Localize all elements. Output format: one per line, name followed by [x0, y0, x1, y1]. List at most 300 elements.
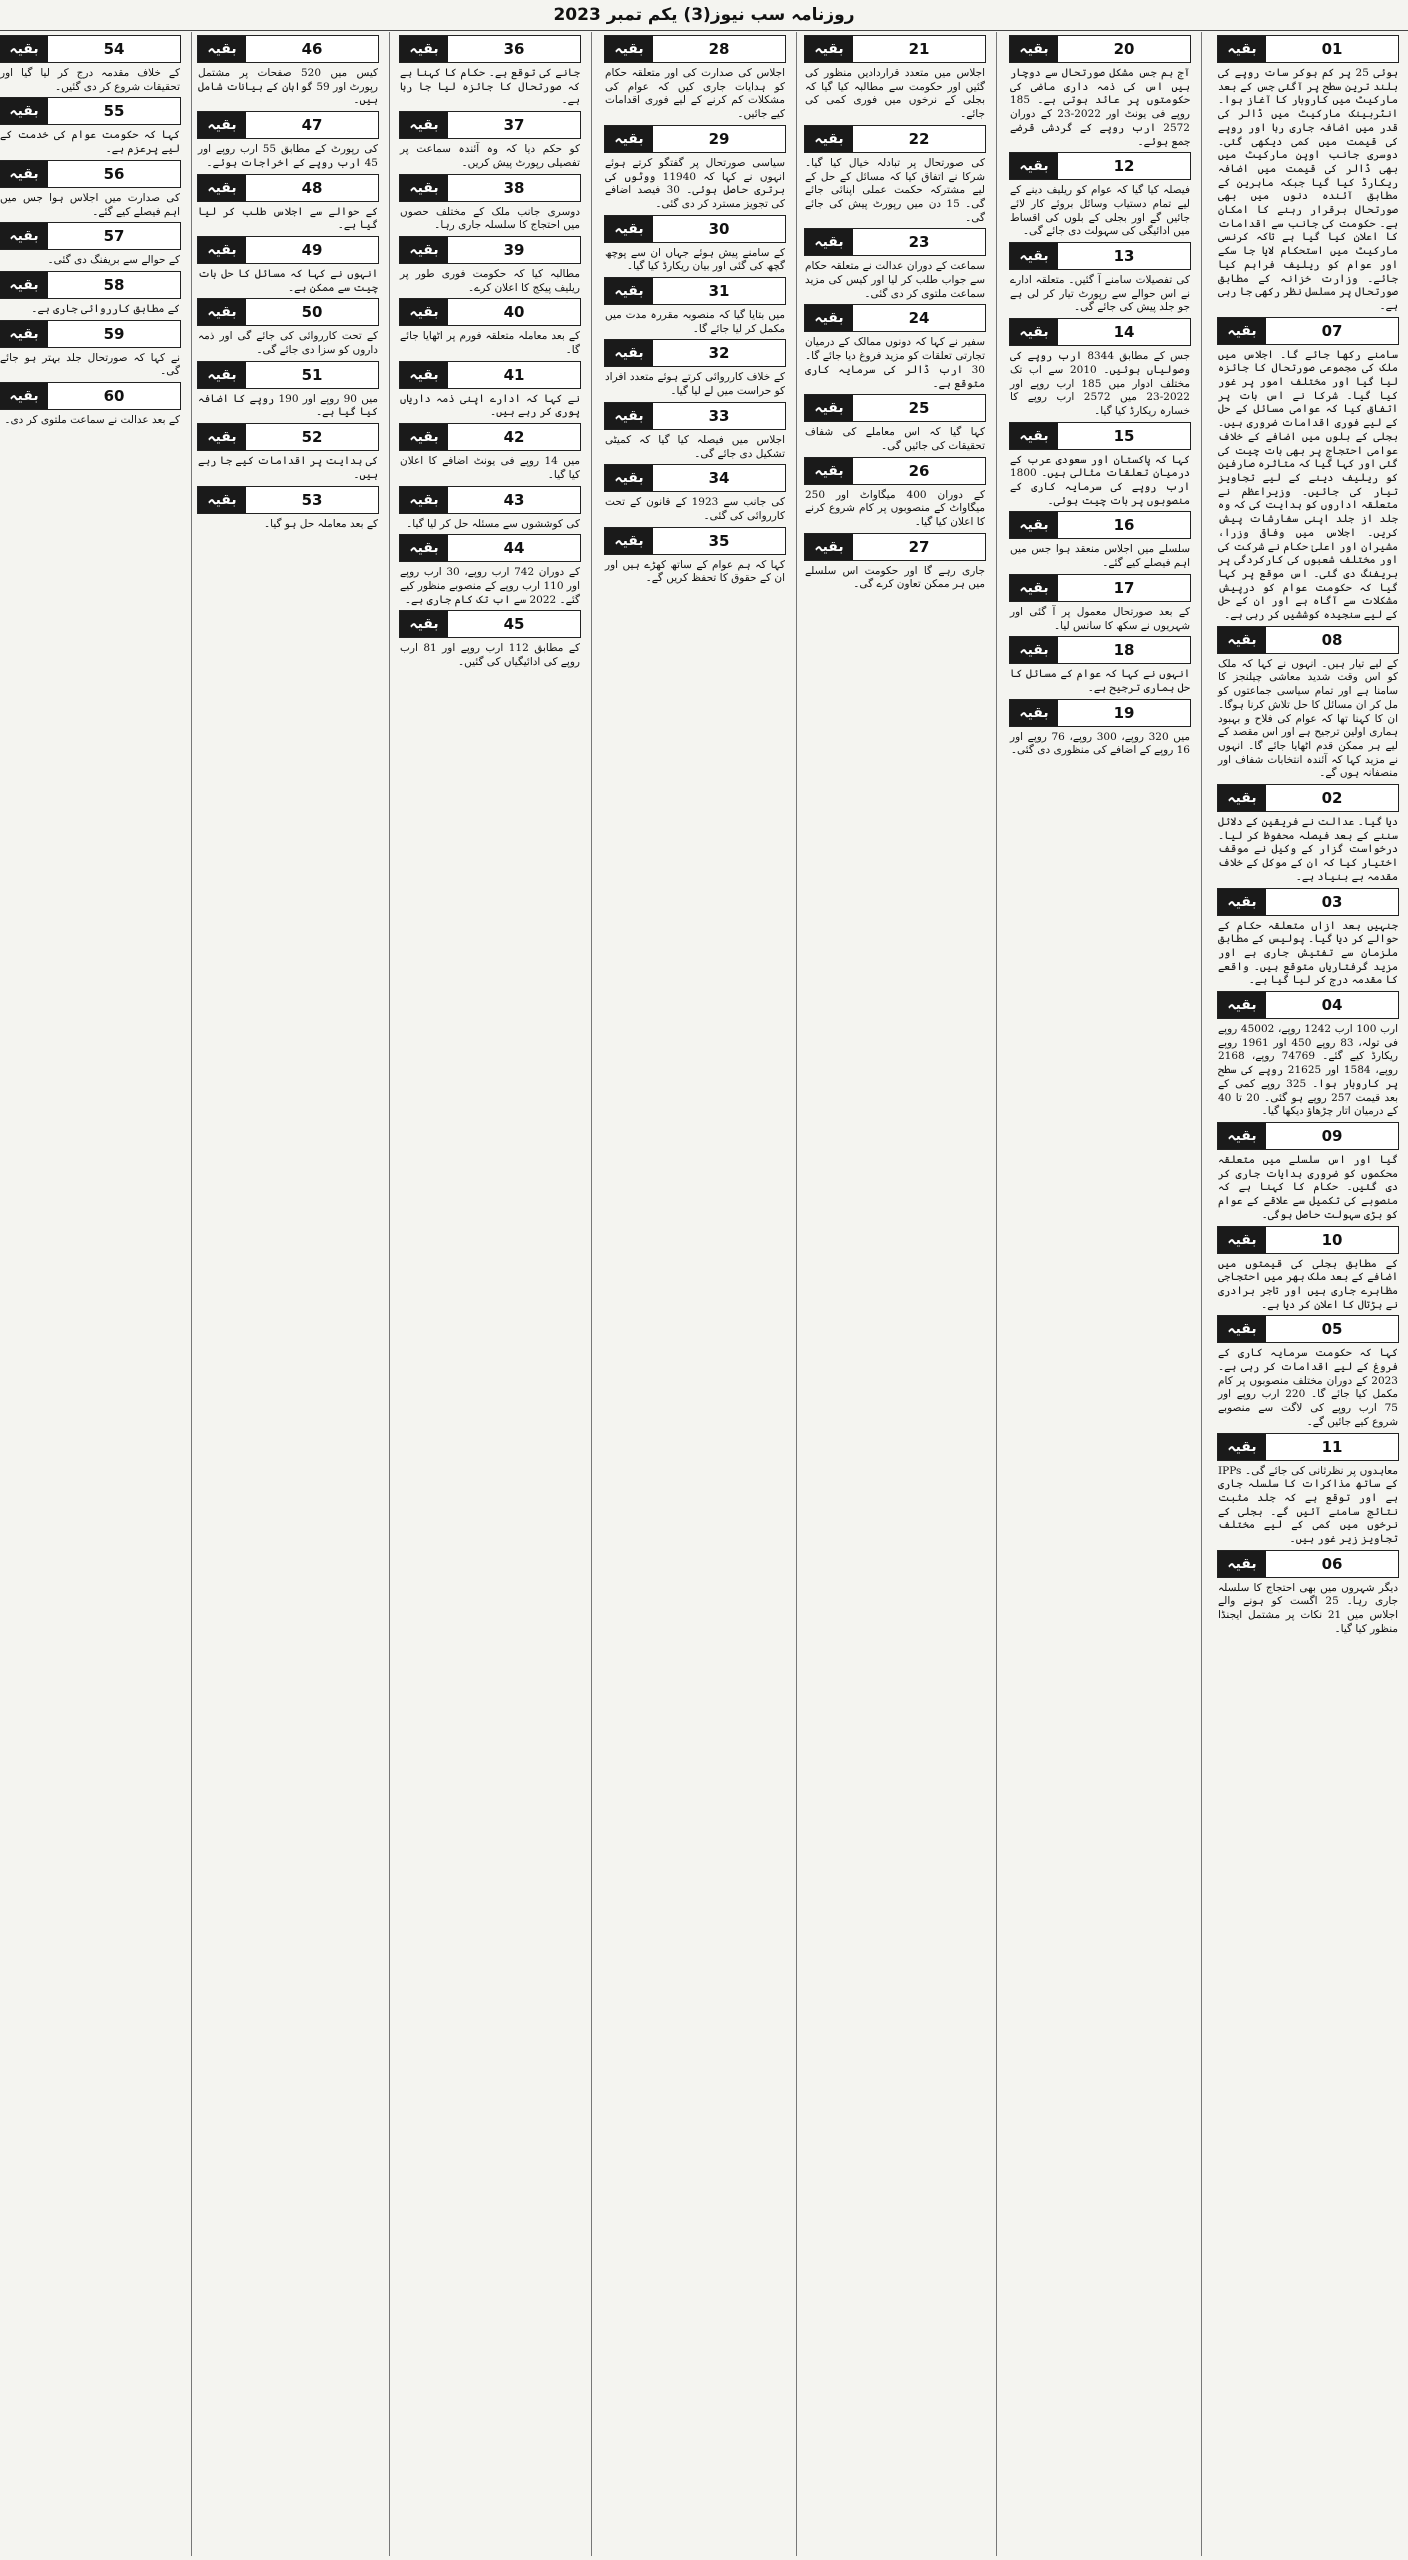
continued-label: بقیہ: [605, 36, 653, 62]
continued-label: بقیہ: [0, 223, 48, 249]
continuation-text: کہا کہ ہم عوام کے ساتھ کھڑے ہیں اور ان کے حقوق کا تحفظ کریں گے۔: [605, 558, 785, 585]
continuation-entry: [804, 304, 986, 391]
continued-label: بقیہ: [1010, 700, 1058, 726]
continuation-text: فیصلہ کیا گیا کہ عوام کو ریلیف دینے کے لیے تمام دستیاب وسائل بروئے کار لائے جائیں گے اور بجلی کے بلوں کی اقساط میں ادائیگی کی سہولت دی جائے گی۔: [1010, 184, 1190, 238]
continued-label: بقیہ: [198, 299, 246, 325]
column-2: [1009, 32, 1191, 2556]
continued-label: بقیہ: [0, 321, 48, 347]
continued-label: بقیہ: [1218, 1316, 1266, 1342]
continuation-number: 18: [1058, 637, 1190, 663]
continuation-number: 40: [448, 299, 580, 325]
continuation-header: [1217, 1226, 1399, 1254]
continuation-number: 47: [246, 112, 378, 138]
continuation-entry: [1009, 152, 1191, 239]
continuation-entry: [604, 402, 786, 461]
continuation-header: [1009, 242, 1191, 270]
continuation-number: 09: [1266, 1123, 1398, 1149]
masthead: روزنامہ سب نیوز(3) یکم تمبر 2023: [0, 0, 1408, 31]
continuation-header: [1009, 699, 1191, 727]
continued-label: بقیہ: [1218, 627, 1266, 653]
continuation-header: [399, 236, 581, 264]
continuation-entry: [1217, 784, 1399, 885]
continuation-entry: [1009, 574, 1191, 633]
continuation-entry: [0, 160, 181, 219]
continued-label: بقیہ: [605, 465, 653, 491]
continuation-number: 56: [48, 161, 180, 187]
continuation-entry: [197, 486, 379, 532]
continued-label: بقیہ: [400, 362, 448, 388]
continued-label: بقیہ: [805, 36, 853, 62]
continuation-number: 26: [853, 458, 985, 484]
continuation-header: [197, 35, 379, 63]
continued-label: بقیہ: [198, 424, 246, 450]
continuation-header: [604, 464, 786, 492]
continuation-entry: [1217, 888, 1399, 989]
continuation-number: 29: [653, 126, 785, 152]
continuation-entry: [604, 339, 786, 398]
continued-label: بقیہ: [1010, 36, 1058, 62]
continuation-entry: [804, 35, 986, 122]
continuation-number: 20: [1058, 36, 1190, 62]
continuation-text: کے لیے تیار ہیں۔ انہوں نے کہا کہ ملک کو اس وقت شدید معاشی چیلنجز کا سامنا ہے اور تمام سیاسی جماعتوں کو مل کر ان مسائل کا حل تلاش کرنا ہوگا۔ ان کا کہنا تھا کہ عوام کی فلاح و بہبود ہماری اولین ترجیح ہے اور اس مقصد کے لیے ہر ممکن قدم اٹھایا جائے گا۔ انہوں نے مزید کہا کہ آئندہ انتخابات شفاف اور منصفانہ ہوں گے۔: [1218, 657, 1398, 780]
continuation-number: 04: [1266, 992, 1398, 1018]
continued-label: بقیہ: [605, 278, 653, 304]
continued-label: بقیہ: [805, 458, 853, 484]
continuation-number: 60: [48, 383, 180, 409]
continuation-text: ہوئی 25 پر کم ہوکر سات روپے کی بلند ترین سطح پر آگئی جس کے بعد مارکیٹ میں کاروبار کا آغاز ہوا۔ انٹربینک مارکیٹ میں ڈالر کی قدر میں اضافہ جاری رہا اور روپے کی قیمت میں کمی دیکھی گئی۔ دوسری جانب اوپن مارکیٹ میں بھی ڈالر کی قیمت میں اضافہ ریکارڈ کیا گیا جبکہ ماہرین کے مطابق آئندہ دنوں میں بھی صورتحال برقرار رہنے کا امکان ہے۔ حکومت کی جانب سے اقدامات کا اعلان کیا گیا ہے تاکہ کرنسی مارکیٹ میں استحکام لایا جا سکے اور عوام کو ریلیف فراہم کیا جائے۔ وزارت خزانہ کے مطابق صورتحال پر مسلسل نظر رکھی جا رہی ہے۔: [1218, 67, 1398, 312]
continuation-header: [399, 174, 581, 202]
continuation-text: کے مطابق بجلی کی قیمتوں میں اضافے کے بعد ملک بھر میں احتجاجی مظاہرے جاری ہیں اور تاجر برادری نے ہڑتال کا اعلان کر دیا ہے۔: [1218, 1257, 1398, 1311]
continuation-text: سفیر نے کہا کہ دونوں ممالک کے درمیان تجارتی تعلقات کو مزید فروغ دیا جائے گا۔ 30 ارب ڈالر کی سرمایہ کاری متوقع ہے۔: [805, 336, 985, 390]
continuation-header: [1009, 35, 1191, 63]
continued-label: بقیہ: [605, 340, 653, 366]
continuation-number: 15: [1058, 423, 1190, 449]
continuation-entry: [0, 222, 181, 268]
continuation-number: 37: [448, 112, 580, 138]
column-rule: [591, 32, 592, 2556]
continuation-entry: [0, 382, 181, 428]
continuation-text: اجلاس میں فیصلہ کیا گیا کہ کمیٹی تشکیل دی جائے گی۔: [605, 433, 785, 460]
continuation-header: [804, 304, 986, 332]
continuation-text: کیس میں 520 صفحات پر مشتمل رپورٹ اور 59 گواہان کے بیانات شامل ہیں۔: [198, 67, 379, 107]
continuation-entry: [804, 228, 986, 301]
continuation-number: 51: [246, 362, 378, 388]
continuation-entry: [399, 534, 581, 607]
continued-label: بقیہ: [0, 161, 48, 187]
continuation-number: 35: [653, 528, 785, 554]
continuation-number: 02: [1266, 785, 1398, 811]
continued-label: بقیہ: [805, 534, 853, 560]
continuation-text: سماعت کے دوران عدالت نے متعلقہ حکام سے جواب طلب کر لیا اور کیس کی مزید سماعت ملتوی کر دی گئی۔: [805, 260, 985, 300]
continuation-header: [604, 125, 786, 153]
continuation-entry: [0, 97, 181, 156]
continuation-text: کے مطابق کارروائی جاری ہے۔: [31, 302, 180, 315]
continuation-entry: [604, 277, 786, 336]
continuation-text: میں بتایا گیا کہ منصوبہ مقررہ مدت میں مکمل کر لیا جائے گا۔: [605, 309, 785, 335]
continuation-header: [399, 298, 581, 326]
column-6: [197, 32, 379, 2556]
column-7: [0, 32, 181, 2556]
continuation-text: کے حوالے سے اجلاس طلب کر لیا گیا ہے۔: [198, 205, 378, 232]
continuation-number: 49: [246, 237, 378, 263]
continuation-text: کے بعد صورتحال معمول پر آ گئی اور شہریوں نے سکھ کا سانس لیا۔: [1010, 605, 1190, 632]
continuation-header: [197, 486, 379, 514]
continuation-header: [399, 361, 581, 389]
continuation-text: جس کے مطابق 8344 ارب روپے کی وصولیاں ہوئیں۔ 2010 سے اب تک مختلف ادوار میں 185 ارب روپے اور 2022-23 میں 2572 ارب روپے کا خسارہ ریکارڈ کیا گیا۔: [1010, 350, 1190, 417]
continuation-header: [1217, 1550, 1399, 1578]
continuation-text: آج ہم جس مشکل صورتحال سے دوچار ہیں اس کی ذمہ داری ماضی کی حکومتوں پر عائد ہوتی ہے۔ 185 روپے فی یونٹ اور 2022-23 کے دوران 2572 ارب روپے کے گردشی قرضے جمع ہوئے۔: [1010, 67, 1190, 148]
continued-label: بقیہ: [605, 528, 653, 554]
continued-label: بقیہ: [605, 216, 653, 242]
continuation-text: کہا کہ پاکستان اور سعودی عرب کے درمیان تعلقات مثالی ہیں۔ 1800 ارب روپے کی سرمایہ کاری کے منصوبوں پر بات چیت ہوئی۔: [1010, 453, 1190, 507]
continuation-text: اجلاس میں متعدد قراردادیں منظور کی گئیں اور حکومت سے مطالبہ کیا گیا کہ بجلی کے نرخوں میں فوری کمی کی جائے۔: [805, 67, 985, 121]
continuation-entry: [1217, 317, 1399, 623]
continued-label: بقیہ: [1010, 512, 1058, 538]
continued-label: بقیہ: [605, 126, 653, 152]
continuation-number: 38: [448, 175, 580, 201]
continuation-number: 11: [1266, 1434, 1398, 1460]
continuation-text: کے تحت کارروائی کی جائے گی اور ذمہ داروں کو سزا دی جائے گی۔: [198, 330, 378, 357]
continued-label: بقیہ: [400, 487, 448, 513]
column-rule: [996, 32, 997, 2556]
continuation-header: [1217, 1315, 1399, 1343]
continuation-text: کی کوششوں سے مسئلہ حل کر لیا گیا۔: [406, 517, 580, 530]
continuation-header: [1217, 626, 1399, 654]
continued-label: بقیہ: [1218, 36, 1266, 62]
continuation-text: میں 14 روپے فی یونٹ اضافے کا اعلان کیا گیا۔: [400, 455, 581, 481]
column-5: [399, 32, 581, 2556]
continuation-entry: [197, 174, 379, 233]
column-rule: [389, 32, 390, 2556]
continued-label: بقیہ: [1218, 992, 1266, 1018]
continuation-header: [604, 339, 786, 367]
continued-label: بقیہ: [198, 237, 246, 263]
continuation-header: [1217, 888, 1399, 916]
continued-label: بقیہ: [1010, 243, 1058, 269]
continuation-entry: [399, 236, 581, 295]
continuation-number: 06: [1266, 1551, 1398, 1577]
continuation-number: 45: [448, 611, 580, 637]
continuation-header: [1217, 784, 1399, 812]
continuation-header: [0, 160, 181, 188]
continuation-header: [1009, 152, 1191, 180]
continued-label: بقیہ: [0, 272, 48, 298]
continuation-text: کی تفصیلات سامنے آ گئیں۔ متعلقہ ادارے نے اس حوالے سے رپورٹ تیار کر لی ہے جو جلد پیش کی جائے گی۔: [1010, 274, 1190, 314]
continuation-number: 08: [1266, 627, 1398, 653]
continuation-entry: [604, 35, 786, 122]
continued-label: بقیہ: [400, 611, 448, 637]
continued-label: بقیہ: [400, 112, 448, 138]
continuation-number: 21: [853, 36, 985, 62]
continuation-text: کے بعد عدالت نے سماعت ملتوی کر دی۔: [4, 414, 180, 427]
continued-label: بقیہ: [1010, 319, 1058, 345]
continuation-header: [0, 320, 181, 348]
continuation-number: 44: [448, 535, 580, 561]
continuation-entry: [804, 394, 986, 453]
continuation-text: انہوں نے کہا کہ مسائل کا حل بات چیت سے ممکن ہے۔: [198, 267, 378, 294]
continuation-text: کے خلاف مقدمہ درج کر لیا گیا اور تحقیقات شروع کر دی گئیں۔: [0, 67, 180, 93]
continuation-number: 14: [1058, 319, 1190, 345]
continued-label: بقیہ: [1010, 153, 1058, 179]
continuation-number: 25: [853, 395, 985, 421]
column-rule: [191, 32, 192, 2556]
continued-label: بقیہ: [1010, 423, 1058, 449]
continuation-header: [1217, 991, 1399, 1019]
continuation-text: مطالبہ کیا کہ حکومت فوری طور پر ریلیف پیکج کا اعلان کرے۔: [400, 267, 580, 294]
continuation-header: [0, 97, 181, 125]
continuation-header: [1009, 636, 1191, 664]
continuation-text: جاری رہے گا اور حکومت اس سلسلے میں ہر ممکن تعاون کرے گی۔: [805, 564, 985, 591]
continuation-number: 32: [653, 340, 785, 366]
continued-label: بقیہ: [805, 305, 853, 331]
continuation-header: [1009, 574, 1191, 602]
continuation-number: 46: [246, 36, 378, 62]
continued-label: بقیہ: [0, 36, 48, 62]
continued-label: بقیہ: [1218, 1551, 1266, 1577]
continuation-number: 39: [448, 237, 580, 263]
continuation-header: [1217, 35, 1399, 63]
continuation-header: [804, 35, 986, 63]
continuation-number: 28: [653, 36, 785, 62]
continuation-number: 16: [1058, 512, 1190, 538]
continuation-text: سلسلے میں اجلاس منعقد ہوا جس میں اہم فیصلے کیے گئے۔: [1010, 543, 1190, 570]
continuation-header: [399, 35, 581, 63]
continuation-entry: [604, 464, 786, 523]
continuation-header: [604, 527, 786, 555]
continuation-text: کے سامنے پیش ہوئے جہاں ان سے پوچھ گچھ کی گئی اور بیان ریکارڈ کیا گیا۔: [605, 246, 785, 273]
continuation-number: 07: [1266, 318, 1398, 344]
continuation-header: [804, 125, 986, 153]
continuation-entry: [804, 125, 986, 226]
continuation-number: 34: [653, 465, 785, 491]
continuation-text: اجلاس کی صدارت کی اور متعلقہ حکام کو ہدایات جاری کیں کہ عوام کی مشکلات کم کرنے کے لیے فوری اقدامات کیے جائیں۔: [605, 67, 785, 121]
continuation-number: 50: [246, 299, 378, 325]
continuation-entry: [1217, 1315, 1399, 1429]
continued-label: بقیہ: [400, 175, 448, 201]
continuation-text: کہا گیا کہ اس معاملے کی شفاف تحقیقات کی جائیں گی۔: [805, 426, 985, 452]
continuation-header: [1009, 318, 1191, 346]
continuation-text: جانے کی توقع ہے۔ حکام کا کہنا ہے کہ صورتحال کا جائزہ لیا جا رہا ہے۔: [400, 67, 580, 107]
continuation-number: 53: [246, 487, 378, 513]
continuation-header: [1217, 1433, 1399, 1461]
continuation-number: 01: [1266, 36, 1398, 62]
continuation-number: 41: [448, 362, 580, 388]
continuation-number: 19: [1058, 700, 1190, 726]
continuation-entry: [399, 361, 581, 420]
continuation-header: [604, 215, 786, 243]
continuation-text: میں 90 روپے اور 190 روپے کا اضافہ کیا گیا ہے۔: [198, 392, 378, 419]
continuation-number: 42: [448, 424, 580, 450]
continuation-number: 23: [853, 229, 985, 255]
continued-label: بقیہ: [0, 383, 48, 409]
continuation-text: ارب 100 ارب 1242 روپے، 45002 روپے فی تولہ، 83 روپے 450 اور 1961 روپے ریکارڈ کیے گئے۔ 74769 روپے، 2168 روپے، 1584 اور 21625 روپے کی سطح پر کاروبار ہوا۔ 325 روپے کمی کے بعد قیمت 257 روپے ہو گئی۔ 20 تا 40 کے درمیان اتار چڑھاؤ دیکھا گیا۔: [1218, 1023, 1399, 1118]
continuation-text: جنہیں بعد ازاں متعلقہ حکام کے حوالے کر دیا گیا۔ پولیس کے مطابق ملزمان سے تفتیش جاری ہے اور مزید گرفتاریاں متوقع ہیں۔ واقعے کا مقدمہ درج کر لیا گیا ہے۔: [1218, 919, 1398, 987]
continuation-number: 58: [48, 272, 180, 298]
continuation-text: کی ہدایت پر اقدامات کیے جا رہے ہیں۔: [198, 455, 378, 481]
continuation-text: کی صدارت میں اجلاس ہوا جس میں اہم فیصلے کیے گئے۔: [0, 191, 180, 218]
continuation-header: [399, 534, 581, 562]
continuation-header: [804, 394, 986, 422]
continuation-header: [1217, 317, 1399, 345]
continuation-header: [399, 423, 581, 451]
continued-label: بقیہ: [400, 535, 448, 561]
continuation-number: 59: [48, 321, 180, 347]
continuation-header: [399, 486, 581, 514]
continuation-entry: [197, 361, 379, 420]
continued-label: بقیہ: [400, 36, 448, 62]
continuation-header: [399, 111, 581, 139]
continuation-number: 22: [853, 126, 985, 152]
column-rule: [1201, 32, 1202, 2556]
continuation-text: کی جانب سے 1923 کے قانون کے تحت کارروائی کی گئی۔: [605, 496, 785, 522]
continuation-entry: [399, 486, 581, 532]
continuation-entry: [399, 35, 581, 108]
continuation-entry: [197, 35, 379, 108]
continuation-number: 24: [853, 305, 985, 331]
column-rule: [796, 32, 797, 2556]
continuation-entry: [0, 271, 181, 317]
continued-label: بقیہ: [805, 126, 853, 152]
continuation-number: 10: [1266, 1227, 1398, 1253]
continuation-text: کہا کہ حکومت سرمایہ کاری کے فروغ کے لیے اقدامات کر رہی ہے۔ 2023 کے دوران مختلف منصوبوں پر کام مکمل کیا جائے گا۔ 220 ارب روپے اور 75 ارب روپے کی لاگت سے منصوبے شروع کیے جائیں گے۔: [1218, 1347, 1398, 1428]
continuation-number: 48: [246, 175, 378, 201]
continued-label: بقیہ: [198, 362, 246, 388]
continuation-entry: [1217, 1550, 1399, 1637]
continuation-text: گیا اور اس سلسلے میں متعلقہ محکموں کو ضروری ہدایات جاری کر دی گئیں۔ حکام کا کہنا ہے کہ منصوبے کی تکمیل سے علاقے کے عوام کو بڑی سہولت حاصل ہوگی۔: [1218, 1154, 1398, 1221]
continuation-header: [0, 35, 181, 63]
continuation-text: کے مطابق 112 ارب روپے اور 81 ارب روپے کی ادائیگیاں کی گئیں۔: [400, 642, 580, 669]
continued-label: بقیہ: [1010, 575, 1058, 601]
continuation-entry: [1009, 35, 1191, 149]
continuation-text: کہا کہ حکومت عوام کی خدمت کے لیے پرعزم ہے۔: [0, 129, 180, 156]
continuation-entry: [1217, 991, 1399, 1119]
continuation-header: [1009, 511, 1191, 539]
continuation-entry: [399, 298, 581, 357]
continuation-entry: [399, 111, 581, 170]
continuation-text: کی صورتحال پر تبادلہ خیال کیا گیا۔ شرکا نے اتفاق کیا کہ مسائل کے حل کے لیے مشترکہ حکمت عملی اپنائی جائے گی۔ 15 دن میں رپورٹ پیش کی جائے گی۔: [805, 156, 985, 224]
column-4: [604, 32, 786, 2556]
continuation-number: 30: [653, 216, 785, 242]
continuation-text: دیا گیا۔ عدالت نے فریقین کے دلائل سننے کے بعد فیصلہ محفوظ کر لیا۔ درخواست گزار کے وکیل نے موقف اختیار کیا کہ ان کے موکل کے خلاف مقدمہ بے بنیاد ہے۔: [1218, 816, 1398, 883]
continuation-text: میں 320 روپے، 300 روپے، 76 روپے اور 16 روپے کے اضافے کی منظوری دی گئی۔: [1010, 730, 1191, 757]
continuation-entry: [399, 610, 581, 669]
continuation-number: 03: [1266, 889, 1398, 915]
continued-label: بقیہ: [198, 175, 246, 201]
continuation-text: دوسری جانب ملک کے مختلف حصوں میں احتجاج کا سلسلہ جاری رہا۔: [400, 205, 580, 232]
continuation-entry: [1009, 242, 1191, 315]
continuation-entry: [804, 457, 986, 530]
continuation-number: 43: [448, 487, 580, 513]
continuation-header: [604, 402, 786, 430]
continuation-number: 12: [1058, 153, 1190, 179]
continuation-number: 57: [48, 223, 180, 249]
continuation-entry: [1217, 1433, 1399, 1547]
continuation-text: نے کہا کہ صورتحال جلد بہتر ہو جائے گی۔: [0, 351, 180, 378]
continued-label: بقیہ: [1218, 785, 1266, 811]
continuation-header: [604, 277, 786, 305]
continuation-entry: [804, 533, 986, 592]
continuation-entry: [197, 111, 379, 170]
continued-label: بقیہ: [605, 403, 653, 429]
continuation-number: 52: [246, 424, 378, 450]
continued-label: بقیہ: [1010, 637, 1058, 663]
continuation-header: [197, 298, 379, 326]
continuation-entry: [399, 423, 581, 482]
continuation-header: [604, 35, 786, 63]
continuation-text: سامنے رکھا جائے گا۔ اجلاس میں ملک کی مجموعی صورتحال کا جائزہ لیا گیا اور مختلف امور پر غور کیا گیا۔ شرکا نے اس بات پر اتفاق کیا کہ عوامی مسائل کے حل کے لیے فوری اقدامات ضروری ہیں۔ بجلی کے بلوں میں اضافے کے خلاف عوامی احتجاج پر بھی بات چیت کی گئی اور کہا گیا کہ متاثرہ صارفین کو ریلیف دینے کے لیے تجاویز تیار کی جائیں۔ وزیراعظم نے متعلقہ اداروں کو ہدایت کی کہ وہ جلد از جلد اپنی سفارشات پیش کریں۔ اجلاس میں وفاقی وزرا، مشیران اور اعلیٰ حکام نے شرکت کی اور مختلف شعبوں کی کارکردگی پر بریفنگ دی گئی۔ اس موقع پر کہا گیا کہ حکومت عوام کو درپیش مشکلات سے آگاہ ہے اور ان کے حل کے لیے سنجیدہ کوششیں کر رہی ہے۔: [1218, 348, 1398, 622]
continuation-entry: [399, 174, 581, 233]
continuation-text: کے بعد معاملہ حل ہو گیا۔: [263, 517, 378, 530]
continuation-entry: [1009, 511, 1191, 570]
continuation-header: [804, 457, 986, 485]
continuation-header: [804, 533, 986, 561]
continuation-entry: [1217, 1226, 1399, 1313]
continuation-text: کے بعد معاملہ متعلقہ فورم پر اٹھایا جائے گا۔: [400, 330, 580, 357]
continuation-text: دیگر شہروں میں بھی احتجاج کا سلسلہ جاری رہا۔ 25 اگست کو ہونے والے اجلاس میں 21 نکات پر مشتمل ایجنڈا منظور کیا گیا۔: [1218, 1581, 1399, 1635]
continued-label: بقیہ: [805, 395, 853, 421]
continuation-entry: [1009, 422, 1191, 509]
continuation-header: [1009, 422, 1191, 450]
continuation-entry: [1217, 626, 1399, 781]
continuation-header: [804, 228, 986, 256]
continuation-text: کے دوران 742 ارب روپے، 30 ارب روپے اور 110 ارب روپے کے منصوبے منظور کیے گئے۔ 2022 سے اب تک کام جاری ہے۔: [400, 566, 581, 606]
continuation-number: 31: [653, 278, 785, 304]
continuation-number: 55: [48, 98, 180, 124]
continued-label: بقیہ: [1218, 1227, 1266, 1253]
column-1: [1217, 32, 1399, 2556]
continuation-text: کے حوالے سے بریفنگ دی گئی۔: [47, 254, 180, 267]
continuation-entry: [604, 215, 786, 274]
continuation-text: کی رپورٹ کے مطابق 55 ارب روپے اور 45 ارب روپے کے اخراجات ہوئے۔: [198, 143, 378, 169]
continuation-entry: [197, 423, 379, 482]
continued-label: بقیہ: [1218, 1123, 1266, 1149]
continued-label: بقیہ: [198, 112, 246, 138]
continuation-number: 36: [448, 36, 580, 62]
continued-label: بقیہ: [1218, 1434, 1266, 1460]
column-3: [804, 32, 986, 2556]
continuation-number: 27: [853, 534, 985, 560]
continuation-entry: [604, 125, 786, 212]
continuation-number: 05: [1266, 1316, 1398, 1342]
continuation-number: 54: [48, 36, 180, 62]
continued-label: بقیہ: [400, 237, 448, 263]
continued-label: بقیہ: [1218, 889, 1266, 915]
continuation-entry: [1009, 636, 1191, 695]
continuation-text: کے دوران 400 میگاواٹ اور 250 میگاواٹ کے منصوبوں پر کام شروع کرنے کا اعلان کیا گیا۔: [805, 488, 985, 529]
continuation-header: [0, 271, 181, 299]
continuation-header: [0, 382, 181, 410]
continuation-number: 13: [1058, 243, 1190, 269]
continuation-text: کو حکم دیا کہ وہ آئندہ سماعت پر تفصیلی رپورٹ پیش کریں۔: [400, 143, 580, 169]
continuation-header: [197, 174, 379, 202]
continuation-entry: [197, 236, 379, 295]
continued-label: بقیہ: [805, 229, 853, 255]
continuation-text: معاہدوں پر نظرثانی کی جائے گی۔ IPPs کے ساتھ مذاکرات کا سلسلہ جاری ہے اور توقع ہے کہ جلد مثبت نتائج سامنے آئیں گے۔ بجلی کے نرخوں میں کمی کے لیے مختلف تجاویز زیر غور ہیں۔: [1218, 1464, 1398, 1546]
continuation-entry: [1217, 1122, 1399, 1223]
continuation-text: نے کہا کہ ادارے اپنی ذمہ داریاں پوری کر رہے ہیں۔: [400, 392, 580, 419]
continued-label: بقیہ: [0, 98, 48, 124]
continuation-entry: [0, 35, 181, 94]
continuation-number: 33: [653, 403, 785, 429]
continuation-header: [197, 236, 379, 264]
continuation-text: انہوں نے کہا کہ عوام کے مسائل کا حل ہماری ترجیح ہے۔: [1010, 668, 1190, 694]
continued-label: بقیہ: [1218, 318, 1266, 344]
continuation-text: کے خلاف کارروائی کرتے ہوئے متعدد افراد کو حراست میں لے لیا گیا۔: [605, 371, 785, 398]
continuation-entry: [604, 527, 786, 586]
continuation-header: [1217, 1122, 1399, 1150]
continuation-header: [0, 222, 181, 250]
continuation-header: [197, 361, 379, 389]
